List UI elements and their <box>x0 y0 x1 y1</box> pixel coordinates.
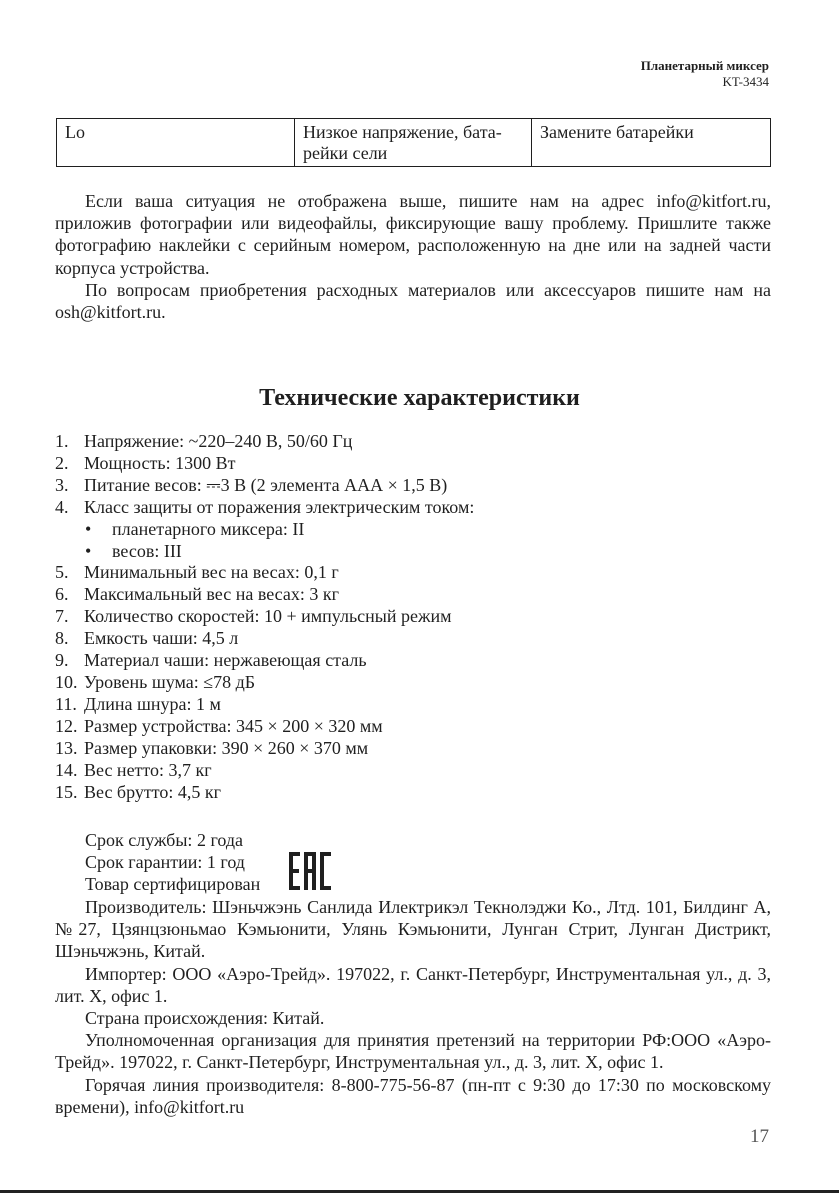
list-item-text: Вес брутто: 4,5 кг <box>84 781 221 802</box>
list-item <box>55 760 771 782</box>
bullet-icon: • <box>85 540 92 561</box>
list-item <box>55 497 771 519</box>
service-terms <box>85 829 260 895</box>
list-item-text: планетарного миксера: II <box>112 518 305 539</box>
list-number: 8. <box>55 628 69 649</box>
list-number: 2. <box>55 452 69 473</box>
paragraph: Страна происхождения: Китай. <box>85 1008 325 1029</box>
paragraph: Уполномоченная организация для принятия претензий на территории РФ:ООО «Аэро-Трейд». 197022, г. Санкт-Петербург, Инструментальная ул., д. 3, лит. Х, офис 1. <box>55 1030 771 1073</box>
list-item <box>55 628 771 650</box>
list-number: 11. <box>55 693 77 714</box>
page-number: 17 <box>750 1126 769 1147</box>
certification-text: Товар сертифицирован <box>85 874 261 894</box>
paragraph: Производитель: Шэньчжэнь Санлида Илектрикэл Текнолэджи Ко., Лтд. 101, Билдинг А, №27, Цзянцзюньмао Кэмьюнити, Улянь Кэмьюнити, Лунган Стрит, Лунган Дистрикт, Шэньчжэнь, Китай. <box>55 897 771 962</box>
paragraph: По вопросам приобретения расходных материалов или аксессуаров пишите нам на osh@kitfort.ru. <box>55 279 771 323</box>
paragraph: Импортер: ООО «Аэро-Трейд». 197022, г. Санкт-Петербург, Инструментальная ул., д. 3, лит. Х, офис 1. <box>55 963 771 1006</box>
bullet-icon: • <box>85 518 92 539</box>
list-item-text: весов: III <box>112 540 182 561</box>
paragraph: Если ваша ситуация не отображена выше, пишите нам на адрес info@kitfort.ru, приложив фотографии или видеофайлы, фиксирующие вашу проблему. Пришлите также фотографию наклейки с серийным номером, расположенную на дне или на задней части корпуса устройства. <box>55 191 771 278</box>
list-item <box>55 475 771 497</box>
list-number: 7. <box>55 606 69 627</box>
list-item-text: Материал чаши: нержавеющая сталь <box>84 650 367 671</box>
list-item <box>55 650 771 672</box>
list-item-text: Мощность: 1300 Вт <box>84 452 236 473</box>
list-item <box>55 606 771 628</box>
list-number: 4. <box>55 496 69 517</box>
section-title: Технические характеристики <box>259 385 580 411</box>
manufacturer-info-block <box>55 896 771 1118</box>
list-item <box>55 562 771 584</box>
table-cell-cause: Низкое напряжение, бата- рейки сели <box>295 119 532 167</box>
list-item <box>55 716 771 738</box>
list-item-text: Напряжение: ~220–240 В, 50/60 Гц <box>84 431 353 451</box>
list-item <box>55 738 771 760</box>
table-row <box>57 119 771 167</box>
table-cell-code: Lo <box>57 119 295 167</box>
list-number: 15. <box>55 781 78 802</box>
warranty-period: Срок гарантии: 1 год <box>85 852 245 872</box>
eac-certification-icon <box>289 852 331 890</box>
header-product-title: Планетарный миксер <box>640 58 769 73</box>
list-item-text: Минимальный вес на весах: 0,1 г <box>84 562 339 583</box>
service-life: Срок службы: 2 года <box>85 830 244 850</box>
running-header <box>641 58 769 90</box>
list-item-text: Уровень шума: ≤78 дБ <box>84 671 256 692</box>
troubleshooting-table <box>56 118 771 167</box>
list-item-text: Размер устройства: 345 × 200 × 320 мм <box>84 715 383 736</box>
list-item-text: Емкость чаши: 4,5 л <box>84 628 239 649</box>
list-number: 5. <box>55 562 69 583</box>
list-item <box>55 431 771 453</box>
list-item-text: Количество скоростей: 10 + импульсный режим <box>84 606 452 627</box>
sub-list-item <box>55 541 771 563</box>
list-item <box>55 672 771 694</box>
list-item-text: Размер упаковки: 390 × 260 × 370 мм <box>84 737 369 758</box>
list-number: 14. <box>55 759 78 780</box>
list-number: 13. <box>55 737 78 758</box>
header-model-number: KT-3434 <box>722 74 769 89</box>
list-number: 3. <box>55 474 69 495</box>
list-item-text: Максимальный вес на весах: 3 кг <box>84 584 339 605</box>
list-item-text: Длина шнура: 1 м <box>84 693 221 714</box>
list-number: 1. <box>55 431 69 451</box>
list-item <box>55 453 771 475</box>
list-item <box>55 584 771 606</box>
contact-info-block <box>55 190 771 323</box>
list-number: 6. <box>55 584 69 605</box>
list-item-text: Класс защиты от поражения электрическим током: <box>84 496 475 517</box>
paragraph: Горячая линия производителя: 8-800-775-56-87 (пн-пт с 9:30 до 17:30 по московскому времени), info@kitfort.ru <box>55 1074 771 1117</box>
list-number: 9. <box>55 650 69 671</box>
table-cell-remedy: Замените батарейки <box>532 119 771 167</box>
list-item-text: Питание весов: ⎓3 В (2 элемента ААА × 1,5 В) <box>84 474 448 495</box>
list-item-text: Вес нетто: 3,7 кг <box>84 759 212 780</box>
list-item <box>55 694 771 716</box>
specifications-list <box>55 431 771 803</box>
list-number: 10. <box>55 671 78 692</box>
list-number: 12. <box>55 715 78 736</box>
sub-list-item <box>55 519 771 541</box>
list-item <box>55 782 771 804</box>
